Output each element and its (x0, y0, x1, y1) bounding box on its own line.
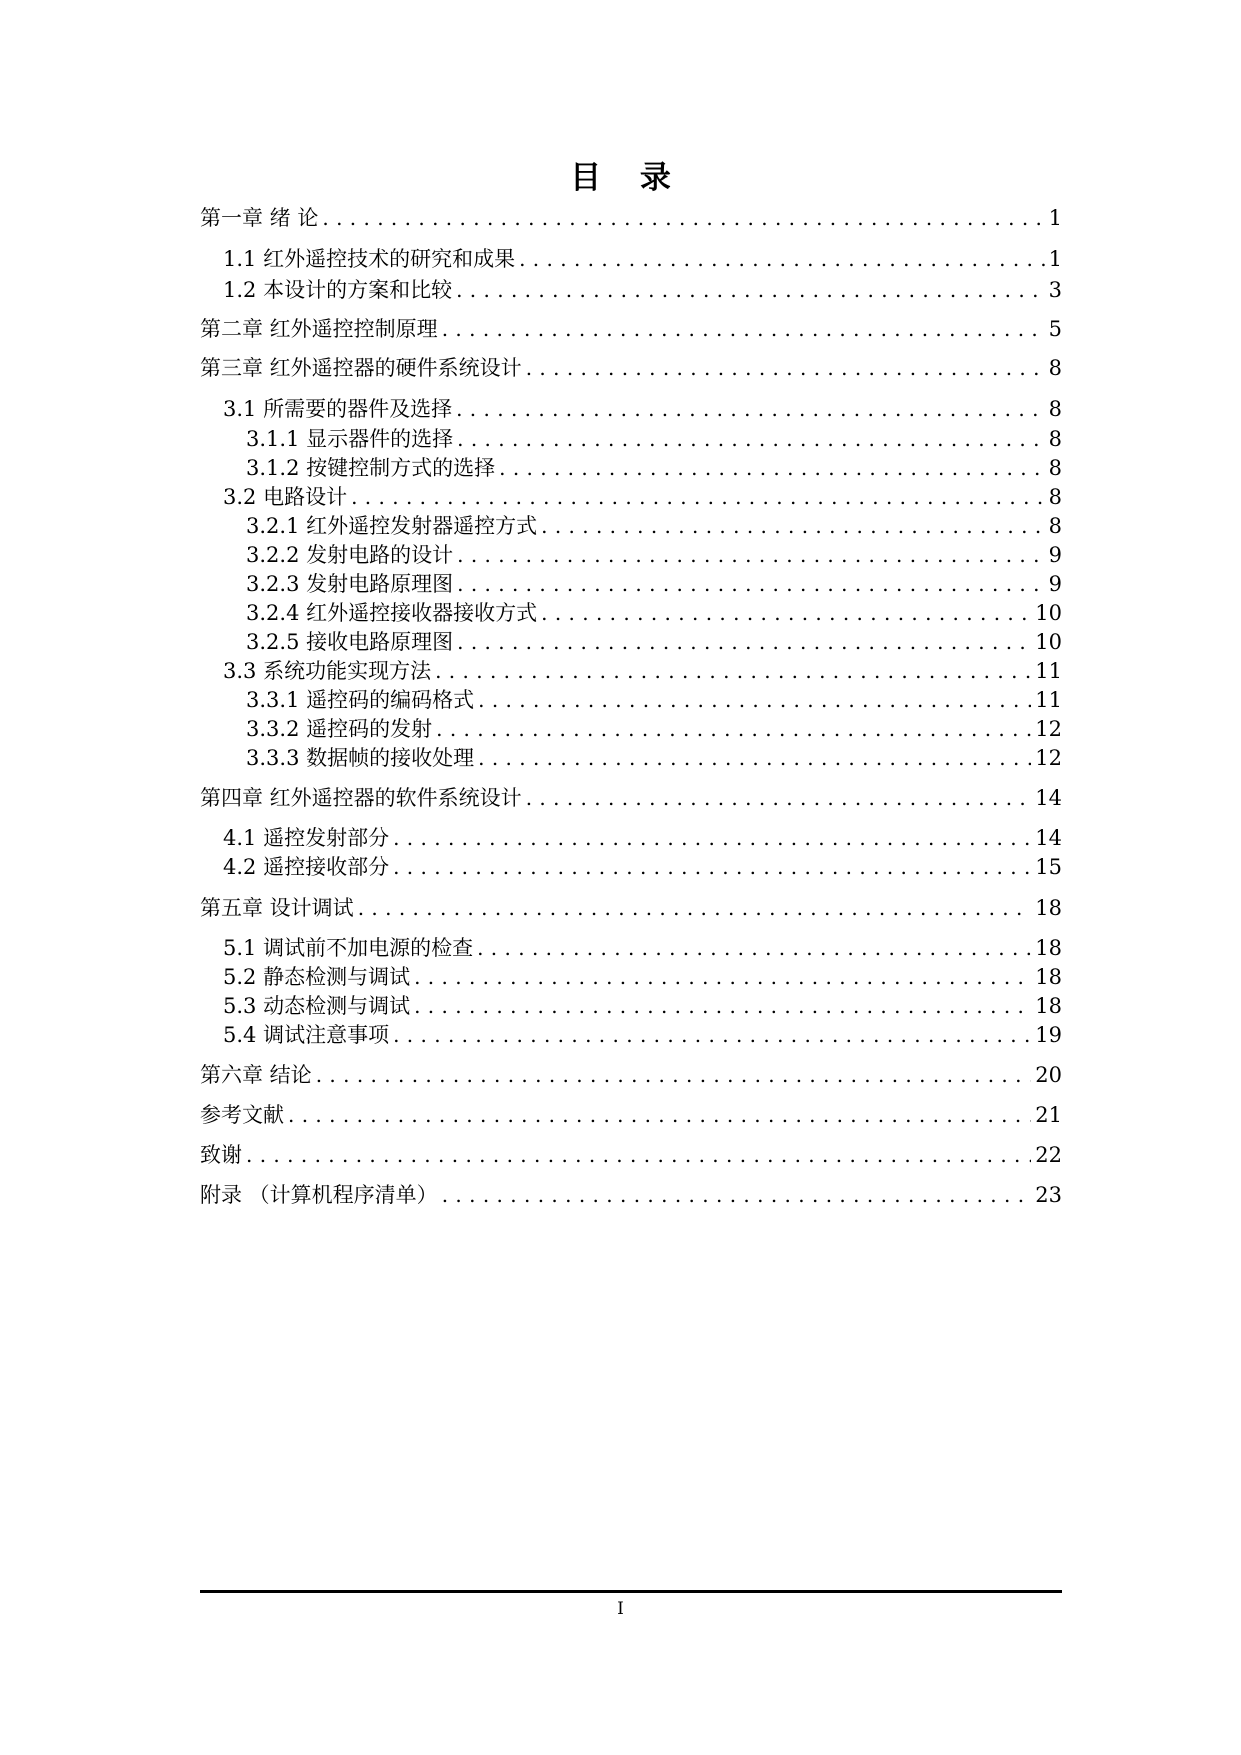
toc-dot-leader (393, 823, 1031, 853)
toc-dot-leader (457, 424, 1045, 454)
toc-entry-page: 14 (1035, 826, 1062, 850)
toc-entry[interactable] (200, 1100, 1062, 1130)
toc-entry-page: 8 (1048, 356, 1062, 380)
toc-entry[interactable] (223, 852, 1062, 882)
toc-entry[interactable] (223, 823, 1062, 853)
toc-dot-leader (541, 598, 1031, 628)
footer-divider (200, 1590, 1062, 1593)
toc-dot-leader (414, 991, 1031, 1021)
toc-entry-label: 1.2 本设计的方案和比较 (223, 278, 453, 302)
toc-entry-page: 12 (1035, 746, 1062, 770)
toc-entry-page: 11 (1035, 659, 1062, 683)
toc-entry[interactable] (200, 353, 1062, 383)
toc-entry-page: 3 (1048, 278, 1062, 302)
toc-entry-label: 第六章 结论 (200, 1063, 312, 1087)
toc-entry-page: 8 (1048, 514, 1062, 538)
toc-dot-leader (436, 714, 1031, 744)
toc-entry[interactable] (200, 203, 1062, 233)
toc-dot-leader (541, 511, 1045, 541)
toc-dot-leader (478, 685, 1031, 715)
toc-entry-page: 8 (1048, 485, 1062, 509)
toc-entry-page: 18 (1035, 936, 1062, 960)
toc-entry-label: 3.2 电路设计 (223, 485, 348, 509)
toc-entry[interactable] (200, 893, 1062, 923)
toc-entry-label: 3.1.2 按键控制方式的选择 (246, 456, 496, 480)
toc-entry-page: 8 (1048, 456, 1062, 480)
toc-entry-page: 10 (1035, 601, 1062, 625)
toc-entry-page: 22 (1035, 1143, 1062, 1167)
toc-entry-page: 14 (1035, 786, 1062, 810)
toc-entry-label: 3.2.1 红外遥控发射器遥控方式 (246, 514, 538, 538)
toc-entry[interactable] (223, 275, 1062, 305)
toc-dot-leader (457, 627, 1031, 657)
toc-entry[interactable] (223, 244, 1062, 274)
toc-entry[interactable] (246, 685, 1062, 715)
toc-entry[interactable] (223, 656, 1062, 686)
toc-entry[interactable] (223, 991, 1062, 1021)
toc-entry-page: 8 (1048, 397, 1062, 421)
toc-entry-page: 18 (1035, 965, 1062, 989)
toc-dot-leader (456, 394, 1045, 424)
toc-entry[interactable] (200, 783, 1062, 813)
toc-entry-label: 3.3 系统功能实现方法 (223, 659, 432, 683)
toc-dot-leader (499, 453, 1045, 483)
toc-entry-label: 3.3.1 遥控码的编码格式 (246, 688, 475, 712)
toc-entry-label: 参考文献 (200, 1103, 284, 1127)
toc-dot-leader (316, 1060, 1032, 1090)
toc-entry-label: 5.3 动态检测与调试 (223, 994, 411, 1018)
toc-dot-leader (457, 569, 1045, 599)
toc-entry[interactable] (223, 394, 1062, 424)
toc-entry-label: 附录 （计算机程序清单） (200, 1183, 438, 1207)
toc-entry-label: 第四章 红外遥控器的软件系统设计 (200, 786, 522, 810)
toc-entry-page: 23 (1035, 1183, 1062, 1207)
footer-page-number: I (617, 1599, 624, 1619)
toc-dot-leader (442, 314, 1045, 344)
toc-entry[interactable] (246, 424, 1062, 454)
toc-entry-label: 3.2.5 接收电路原理图 (246, 630, 454, 654)
toc-dot-leader (246, 1140, 1031, 1170)
toc-entry-page: 1 (1048, 206, 1062, 230)
toc-entry-label: 3.2.2 发射电路的设计 (246, 543, 454, 567)
toc-entry-page: 19 (1035, 1023, 1062, 1047)
toc-dot-leader (393, 852, 1031, 882)
toc-entry-page: 18 (1035, 896, 1062, 920)
toc-entry-label: 第五章 设计调试 (200, 896, 354, 920)
toc-entry[interactable] (223, 1020, 1062, 1050)
toc-entry-label: 第三章 红外遥控器的硬件系统设计 (200, 356, 522, 380)
toc-entry[interactable] (223, 962, 1062, 992)
toc-entry-label: 5.4 调试注意事项 (223, 1023, 390, 1047)
toc-entry-label: 3.2.3 发射电路原理图 (246, 572, 454, 596)
toc-dot-leader (526, 353, 1045, 383)
toc-dot-leader (519, 244, 1045, 274)
toc-entry[interactable] (246, 743, 1062, 773)
toc-entry-label: 4.2 遥控接收部分 (223, 855, 390, 879)
toc-entry-page: 15 (1035, 855, 1062, 879)
toc-entry-label: 3.2.4 红外遥控接收器接收方式 (246, 601, 538, 625)
toc-entry[interactable] (246, 453, 1062, 483)
toc-entry[interactable] (223, 482, 1062, 512)
toc-entry-label: 4.1 遥控发射部分 (223, 826, 390, 850)
toc-entry[interactable] (223, 933, 1062, 963)
toc-entry[interactable] (246, 714, 1062, 744)
toc-entry-page: 12 (1035, 717, 1062, 741)
toc-entry[interactable] (200, 1140, 1062, 1170)
toc-dot-leader (322, 203, 1044, 233)
toc-entry-page: 8 (1048, 427, 1062, 451)
toc-entry-label: 3.1.1 显示器件的选择 (246, 427, 454, 451)
toc-entry-label: 3.3.3 数据帧的接收处理 (246, 746, 475, 770)
toc-entry[interactable] (200, 1060, 1062, 1090)
toc-dot-leader (288, 1100, 1031, 1130)
toc-entry-page: 1 (1048, 247, 1062, 271)
toc-entry-page: 9 (1048, 572, 1062, 596)
toc-entry[interactable] (200, 314, 1062, 344)
toc-entry-page: 11 (1035, 688, 1062, 712)
toc-entry-page: 20 (1035, 1063, 1062, 1087)
toc-entry[interactable] (246, 540, 1062, 570)
toc-dot-leader (457, 540, 1045, 570)
toc-dot-leader (526, 783, 1032, 813)
toc-dot-leader (478, 743, 1031, 773)
toc-entry[interactable] (200, 1180, 1062, 1210)
page-title: 目 录 (570, 160, 685, 196)
toc-entry-page: 21 (1035, 1103, 1062, 1127)
toc-entry-page: 18 (1035, 994, 1062, 1018)
toc-entry-label: 致谢 (200, 1143, 242, 1167)
toc-entry[interactable] (246, 569, 1062, 599)
toc-entry-label: 3.3.2 遥控码的发射 (246, 717, 433, 741)
toc-dot-leader (393, 1020, 1031, 1050)
toc-dot-leader (442, 1180, 1032, 1210)
toc-entry-page: 5 (1048, 317, 1062, 341)
toc-entry-label: 5.1 调试前不加电源的检查 (223, 936, 474, 960)
toc-entry-label: 第二章 红外遥控控制原理 (200, 317, 438, 341)
toc-entry-label: 3.1 所需要的器件及选择 (223, 397, 453, 421)
toc-entry-label: 1.1 红外遥控技术的研究和成果 (223, 247, 516, 271)
toc-dot-leader (358, 893, 1032, 923)
toc-entry-page: 9 (1048, 543, 1062, 567)
toc-entry[interactable] (246, 598, 1062, 628)
toc-entry[interactable] (246, 627, 1062, 657)
toc-dot-leader (414, 962, 1031, 992)
toc-entry-page: 10 (1035, 630, 1062, 654)
toc-dot-leader (477, 933, 1031, 963)
toc-dot-leader (351, 482, 1045, 512)
toc-entry-label: 5.2 静态检测与调试 (223, 965, 411, 989)
toc-entry[interactable] (246, 511, 1062, 541)
toc-dot-leader (456, 275, 1045, 305)
toc-entry-label: 第一章 绪 论 (200, 206, 319, 230)
toc-dot-leader (435, 656, 1031, 686)
